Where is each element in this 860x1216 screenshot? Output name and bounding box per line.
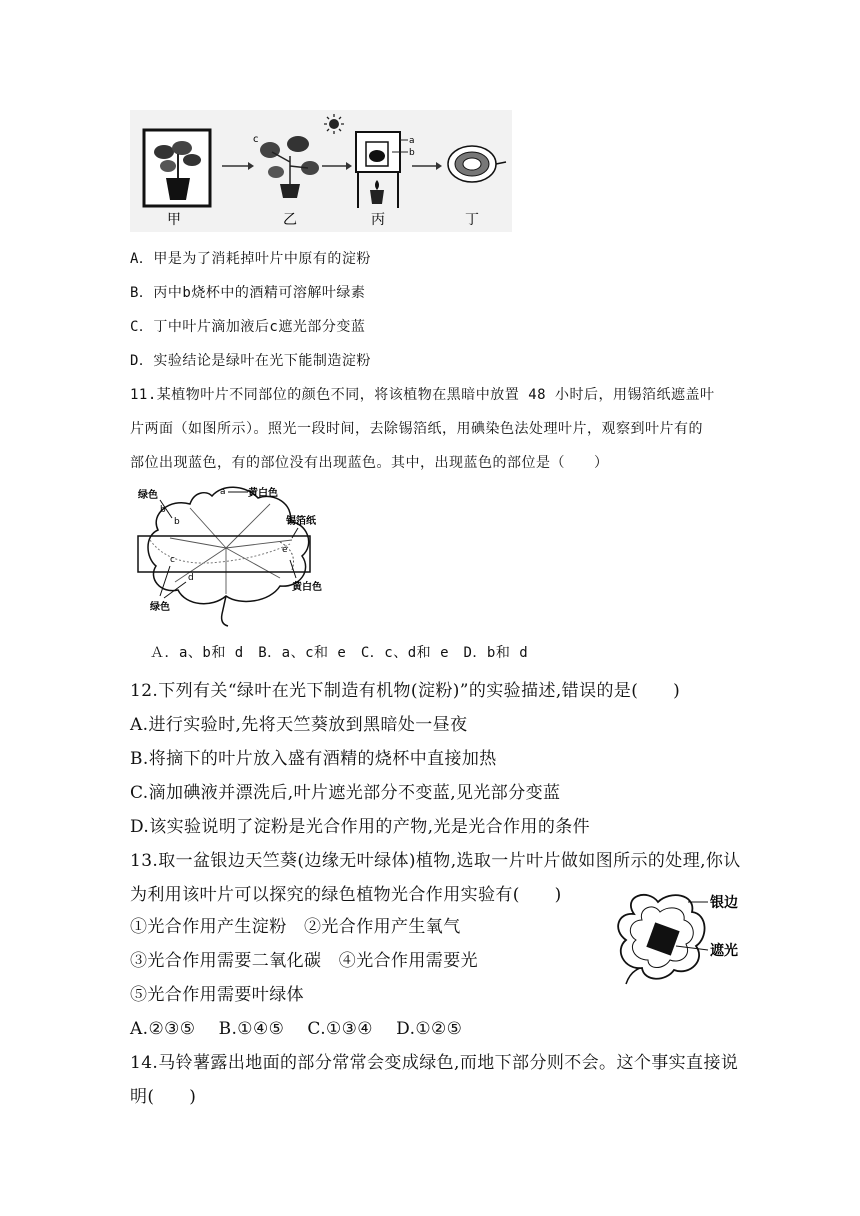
- q11-stem-line-3: 部位出现蓝色，有的部位没有出现蓝色。其中，出现蓝色的部位是（ ）: [130, 455, 609, 471]
- step-jia-dark-box: [144, 130, 210, 206]
- q13-item-1: ①光合作用产生淀粉 ②光合作用产生氧气: [130, 917, 461, 937]
- svg-text:银边: 银边: [710, 895, 738, 911]
- svg-text:b: b: [160, 505, 166, 515]
- step-label-bing: 丙: [371, 212, 385, 228]
- q14-stem-line-2: 明( ): [130, 1087, 197, 1107]
- q12-option-a: A.进行实验时,先将天竺葵放到黑暗处一昼夜: [130, 715, 468, 735]
- q13-item-2: ③光合作用需要二氧化碳 ④光合作用需要光: [130, 951, 478, 971]
- svg-text:黄白色: 黄白色: [292, 582, 322, 593]
- silver-edge-leaf-figure: [604, 884, 754, 994]
- svg-text:a: a: [409, 136, 415, 146]
- svg-text:绿色: 绿色: [150, 602, 170, 613]
- q11-stem-line-2: 片两面（如图所示）。照光一段时间，去除锡箔纸，用碘染色法处理叶片，观察到叶片有的: [130, 421, 703, 437]
- sun-icon: [324, 114, 344, 134]
- step-label-ding: 丁: [465, 212, 479, 228]
- svg-text:a: a: [220, 487, 226, 497]
- q13-stem-line-1: 13.取一盆银边天竺葵(边缘无叶绿体)植物,选取一片叶片做如图所示的处理,你认: [130, 851, 741, 871]
- q10-option-a: A．甲是为了消耗掉叶片中原有的淀粉: [130, 251, 371, 267]
- q12-option-d: D.该实验说明了淀粉是光合作用的产物,光是光合作用的条件: [130, 817, 591, 837]
- svg-text:b: b: [174, 517, 180, 527]
- q12-option-b: B.将摘下的叶片放入盛有酒精的烧杯中直接加热: [130, 749, 497, 769]
- svg-text:b: b: [409, 148, 415, 158]
- q13-options: A.②③⑤ B.①④⑤ C.①③④ D.①②⑤: [130, 1019, 463, 1039]
- q10-option-b: B．丙中b烧杯中的酒精可溶解叶绿素: [130, 285, 366, 301]
- q11-stem-line-1: 11.某植物叶片不同部位的颜色不同，将该植物在黑暗中放置 48 小时后，用锡箔纸遮盖叶: [130, 387, 715, 403]
- experiment-steps-figure: [130, 110, 512, 232]
- q10-option-c: C．丁中叶片滴加液后c遮光部分变蓝: [130, 319, 366, 335]
- q10-option-d: D．实验结论是绿叶在光下能制造淀粉: [130, 353, 371, 369]
- q12-stem: 12.下列有关“绿叶在光下制造有机物(淀粉)”的实验描述,错误的是( ): [130, 681, 681, 701]
- svg-text:锡箔纸: 锡箔纸: [286, 516, 316, 527]
- q13-stem-line-2: 为利用该叶片可以探究的绿色植物光合作用实验有( ): [130, 885, 562, 905]
- svg-text:c: c: [253, 134, 259, 145]
- q13-item-3: ⑤光合作用需要叶绿体: [130, 985, 304, 1005]
- q11-options: Ａ．a、b和 d B．a、c和 e C．c、d和 e D．b和 d: [150, 645, 529, 661]
- q12-option-c: C.滴加碘液并漂洗后,叶片遮光部分不变蓝,见光部分变蓝: [130, 783, 561, 803]
- q14-stem-line-1: 14.马铃薯露出地面的部分常常会变成绿色,而地下部分则不会。这个事实直接说: [130, 1053, 739, 1073]
- leaf-foil-figure: [130, 478, 350, 628]
- svg-text:遮光: 遮光: [710, 943, 738, 959]
- svg-text:d: d: [188, 573, 194, 583]
- step-label-yi: 乙: [283, 212, 297, 228]
- step-label-jia: 甲: [167, 212, 181, 228]
- svg-text:黄白色: 黄白色: [248, 488, 278, 499]
- svg-text:e: e: [282, 545, 288, 555]
- svg-text:c: c: [170, 555, 175, 565]
- svg-text:绿色: 绿色: [138, 490, 158, 501]
